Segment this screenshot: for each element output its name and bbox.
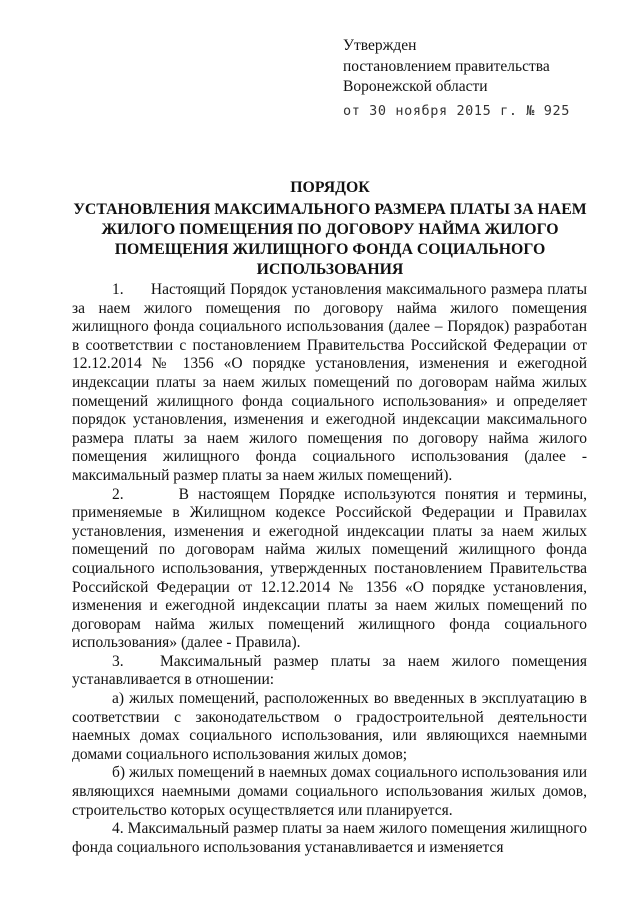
paragraph-3b: б) жилых помещений в наемных домах социального использования или являющихся наемными домами социального использования жилых домов, строительство которых осуществляется или планируется. (72, 764, 587, 819)
approval-block (343, 36, 570, 121)
approval-line: Воронежской области (343, 78, 488, 95)
approval-date-stamp: от 30 ноября 2015 г. № 925 (343, 102, 570, 119)
approval-line: Утвержден (343, 37, 417, 54)
document-body (72, 281, 587, 857)
paragraph-1: 1. Настоящий Порядок установления максимального размера платы за наем жилого помещения по договору найма жилого помещения жилищного фонда социального использования (далее – Порядок) разработан в соответствии с постановлением Правительства Российской Федерации от 12.12.2014 № 1356 «О порядке установления, изменения и ежегодной индексации платы за наем жилых помещений по договорам найма жилых помещений жилищного фонда социального использования» и определяет порядок установления, изменения и ежегодной индексации максимального размера платы за наем жилого помещения по договору найма жилого помещения жилищного фонда социального использования (далее - максимальный размер платы за наем жилых помещений). (72, 281, 587, 484)
paragraph-3a: а) жилых помещений, расположенных во введенных в эксплуатацию в соответствии с законодательством о градостроительной деятельности наемных домах социального использования, или являющихся наемными домами социального использования жилых домов; (72, 690, 587, 763)
approval-line: постановлением правительства (343, 57, 550, 75)
paragraph-2: 2. В настоящем Порядке используются понятия и термины, применяемые в Жилищном кодексе Российской Федерации и Правилах установления, изменения и ежегодной индексации платы за наем жилых помещений по договорам найма жилых помещений жилищного фонда социального использования, утвержденных постановлением Правительства Российской Федерации от 12.12.2014 № 1356 «О порядке установления, изменения и ежегодной индексации платы за наем жилых помещений по договорам найма жилых помещений жилищного фонда социального использования» (далее - Правила). (72, 485, 587, 652)
document-title: ПОРЯДОК (290, 179, 370, 196)
paragraph-4: 4. Максимальный размер платы за наем жилого помещения жилищного фонда социального использования устанавливается и изменяется (72, 820, 587, 856)
document-heading (70, 178, 590, 280)
document-subtitle: УСТАНОВЛЕНИЯ МАКСИМАЛЬНОГО РАЗМЕРА ПЛАТЫ ЗА НАЕМ ЖИЛОГО ПОМЕЩЕНИЯ ПО ДОГОВОРУ НАЙМА ЖИЛОГО ПОМЕЩЕНИЯ ЖИЛИЩНОГО ФОНДА СОЦИАЛЬНОГО ИСПОЛЬЗОВАНИЯ (73, 201, 587, 278)
paragraph-3: 3. Максимальный размер платы за наем жилого помещения устанавливается в отношении: (72, 652, 587, 689)
